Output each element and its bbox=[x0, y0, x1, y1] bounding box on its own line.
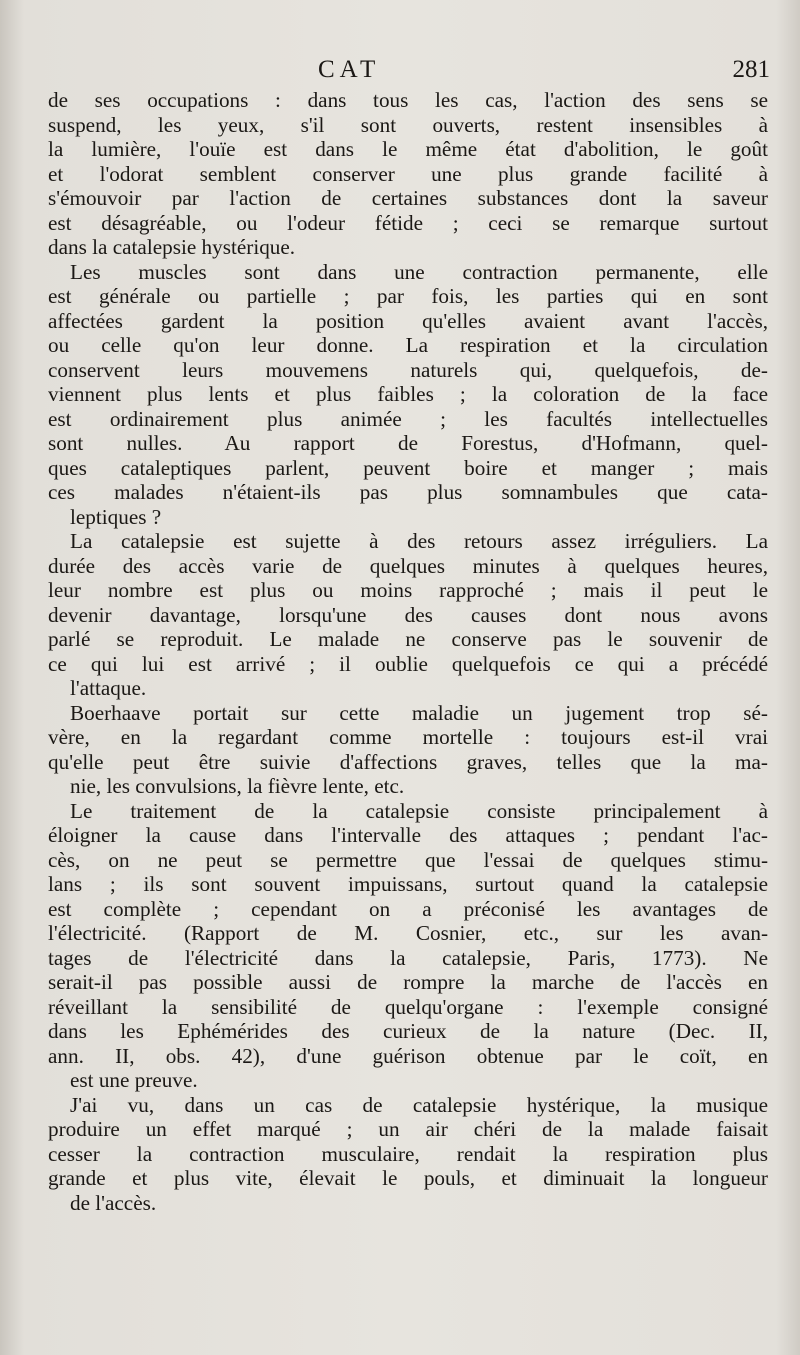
paragraph-6-last-line: de l'accès. bbox=[70, 1190, 157, 1215]
paragraph-5-last-line: est une preuve. bbox=[70, 1068, 198, 1092]
running-head: CAT bbox=[318, 56, 381, 83]
paragraph-4-lines: Boerhaave portait sur cette maladie un jugement trop sé- vère, en la regardant comme mortelle : toujours est-il vrai qu'elle peut être suivie d'affections graves, telles que la ma- bbox=[48, 700, 768, 774]
paragraph-6-lines: J'ai vu, dans un cas de catalepsie hystérique, la musique produire un effet marqué ; un air chéri de la malade faisait cesser la contraction musculaire, rendait la respiration plus grande et plus vite, élevait le pouls, et diminuait la longueur bbox=[48, 1092, 768, 1190]
paragraph-1 bbox=[48, 88, 768, 260]
page-number: 281 bbox=[732, 56, 770, 83]
paragraph-2-last-line: leptiques ? bbox=[70, 504, 162, 529]
paragraph-1-last-line: dans la catalepsie hystérique. bbox=[48, 235, 296, 259]
paragraph-3-lines: La catalepsie est sujette à des retours assez irréguliers. La durée des accès varie de quelques minutes à quelques heures, leur nombre est plus ou moins rapproché ; mais il peut le devenir davantage, lorsqu'une des causes dont nous avons parlé se reproduit. Le malade ne conserve pas le souvenir de ce qui lui est arrivé ; il oublie quelquefois ce qui a précédé bbox=[48, 529, 768, 676]
paragraph-3-last-line: l'attaque. bbox=[70, 676, 147, 700]
paragraph-4-last-line: nie, les convulsions, la fièvre lente, etc. bbox=[70, 774, 405, 798]
paragraph-3 bbox=[48, 529, 768, 701]
paragraph-1-lines: de ses occupations : dans tous les cas, l'action des sens se suspend, les yeux, s'il sont ouverts, restent insensibles à la lumière, l'ouïe est dans le même état d'abolition, le goût et l'odorat semblent conserver une plus grande facilité à s'émouvoir par l'action de certaines substances dont la saveur est désagréable, ou l'odeur fétide ; ceci se remarque surtout bbox=[48, 88, 768, 235]
paragraph-4 bbox=[48, 701, 768, 799]
paragraph-2-lines: Les muscles sont dans une contraction permanente, elle est générale ou partielle ; par fois, les parties qui en sont affectées gardent la position qu'elles avaient avant l'accès, ou celle qu'on leur donne. La respiration et la circulation conservent leurs mouvemens naturels qui, quelquefois, de- viennent plus lents et plus faibles ; la coloration de la face est ordinairement plus animée ; les facultés intellectuelles sont nulles. Au rapport de Forestus, d'Hofmann, quel- ques cataleptiques parlent, peuvent boire et manger ; mais ces malades n'étaient-ils pas plus somnambules que cata- bbox=[48, 259, 768, 504]
body-text bbox=[48, 88, 768, 1215]
paragraph-6 bbox=[48, 1093, 768, 1216]
paragraph-5-lines: Le traitement de la catalepsie consiste principalement à éloigner la cause dans l'intervalle des attaques ; pendant l'ac- cès, on ne peut se permettre que l'essai de quelques stimu- lans ; ils sont souvent impuissans, surtout quand la catalepsie est complète ; cependant on a préconisé les avantages de l'électricité. (Rapport de M. Cosnier, etc., sur les avan- tages de l'électricité dans la catalepsie, Paris, 1773). Ne serait-il pas possible aussi de rompre la marche de l'accès en réveillant la sensibilité de quelqu'organe : l'exemple consigné dans les Ephémérides des curieux de la nature (Dec. II, ann. II, obs. 42), d'une guérison obtenue par le coït, en bbox=[48, 798, 768, 1068]
page-header bbox=[0, 56, 800, 86]
paragraph-5 bbox=[48, 799, 768, 1093]
paragraph-2 bbox=[48, 260, 768, 530]
